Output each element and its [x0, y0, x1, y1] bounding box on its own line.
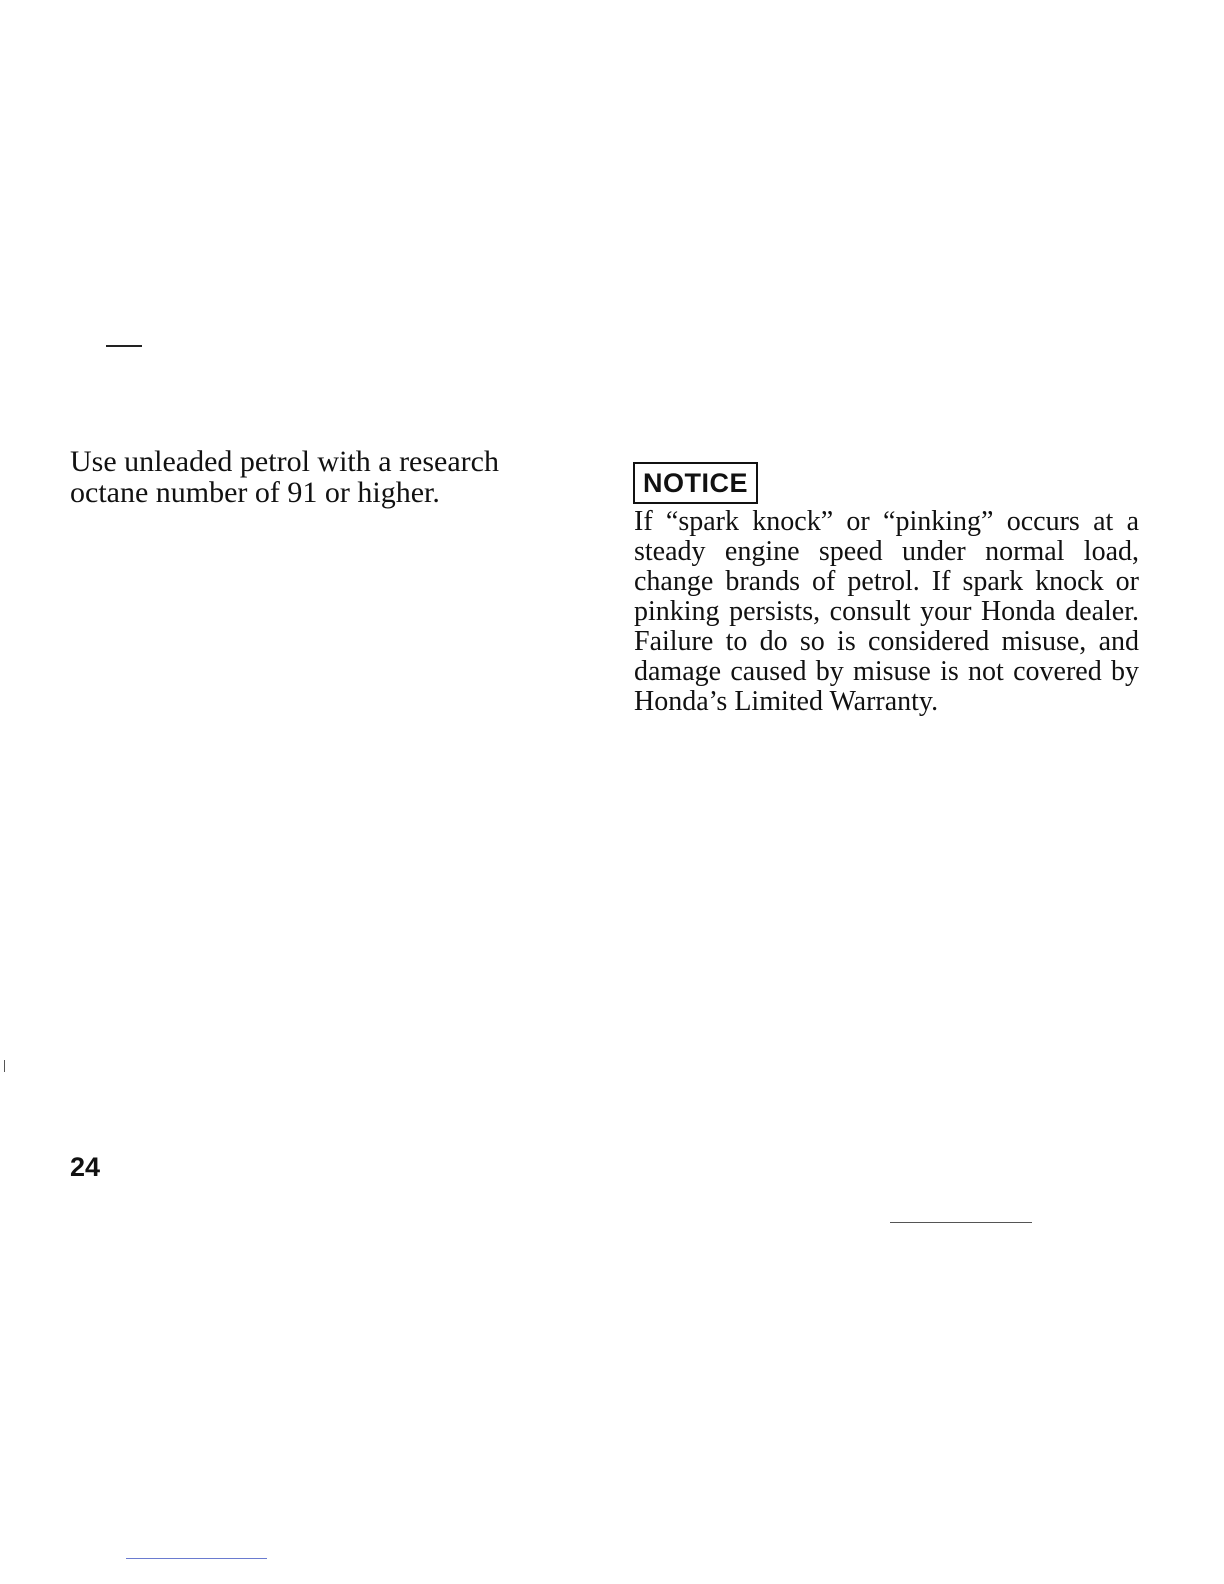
top-dash-rule — [106, 345, 142, 347]
left-margin-tick — [4, 1060, 5, 1072]
fuel-recommendation-column — [70, 446, 582, 508]
bottom-left-rule — [126, 1558, 267, 1559]
bottom-right-rule — [890, 1222, 1032, 1223]
notice-body-text: If “spark knock” or “pinking” occurs at a steady engine speed under normal load, change brands of petrol. If spark knock or pinking persists, consult your Honda dealer. Failure to do so is considered misuse, and damage caused by misuse is not covered by Honda’s Limited Warranty. — [634, 506, 1139, 717]
notice-column — [634, 507, 1139, 717]
page-number: 24 — [70, 1152, 101, 1182]
fuel-instruction-text: Use unleaded petrol with a research octane number of 91 or higher. — [70, 445, 499, 509]
notice-badge: NOTICE — [633, 462, 758, 504]
